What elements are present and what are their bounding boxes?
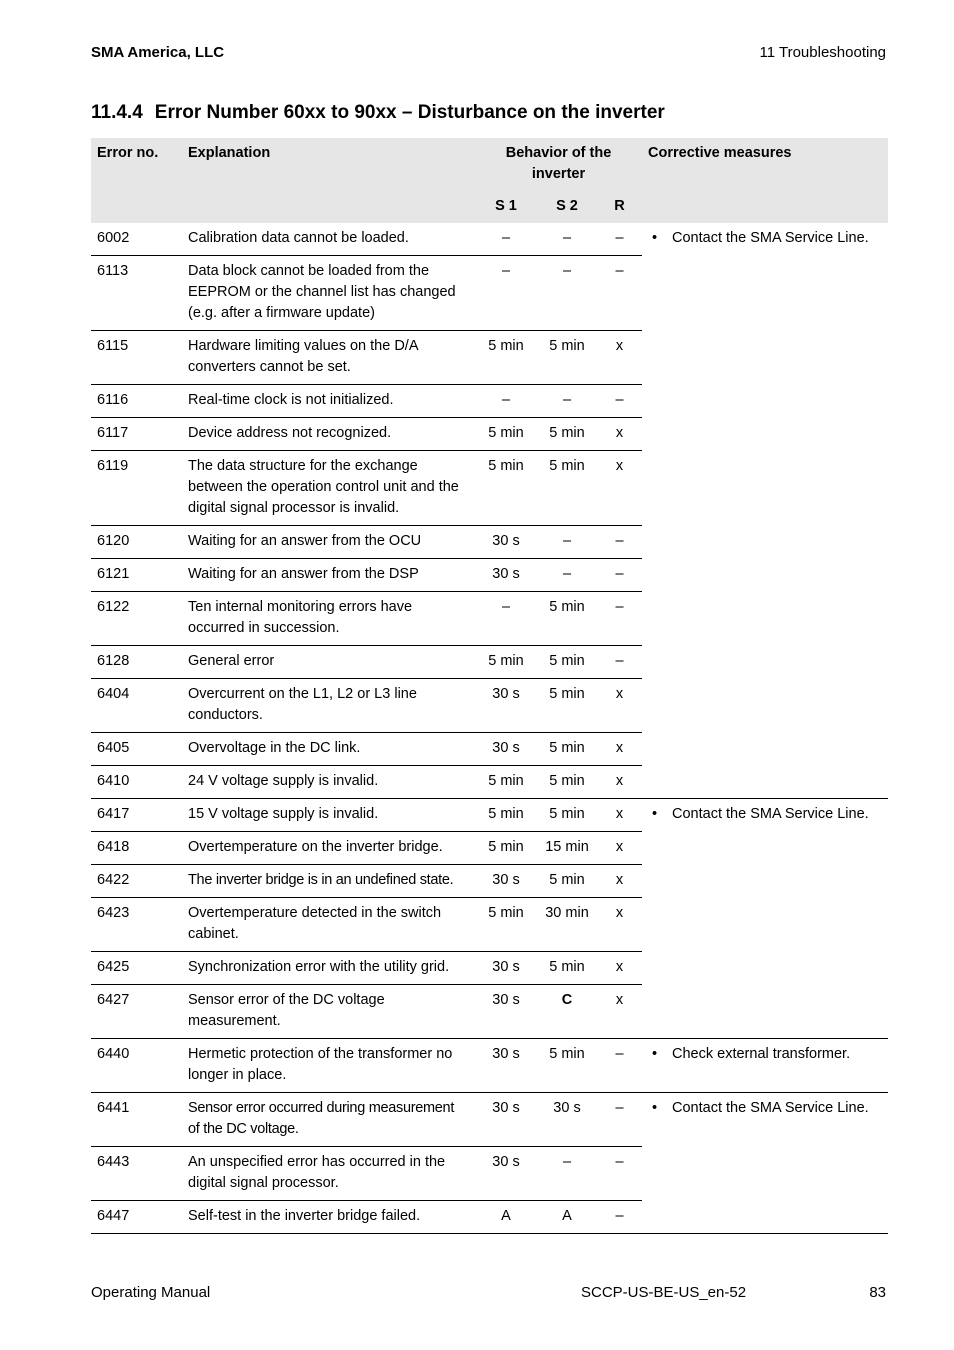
col-r: R (597, 191, 642, 223)
behavior-s2: A (537, 1201, 597, 1234)
behavior-s2: 5 min (537, 679, 597, 733)
behavior-s2: 5 min (537, 799, 597, 832)
error-explanation: The inverter bridge is in an undefined state. (182, 865, 475, 898)
error-number: 6441 (91, 1093, 182, 1147)
error-explanation: 15 V voltage supply is invalid. (182, 799, 475, 832)
error-number: 6116 (91, 385, 182, 418)
corrective-measure (642, 799, 888, 1039)
behavior-s1: 30 s (475, 526, 537, 559)
behavior-s1: 30 s (475, 1147, 537, 1201)
behavior-r: – (597, 526, 642, 559)
error-explanation: Ten internal monitoring errors have occurred in succession. (182, 592, 475, 646)
behavior-s2: C (537, 985, 597, 1039)
error-number: 6447 (91, 1201, 182, 1234)
error-explanation: Overcurrent on the L1, L2 or L3 line conductors. (182, 679, 475, 733)
behavior-r: – (597, 1039, 642, 1093)
error-number: 6443 (91, 1147, 182, 1201)
behavior-s1: 30 s (475, 985, 537, 1039)
col-behavior: Behavior of the inverter (475, 138, 642, 191)
error-number: 6128 (91, 646, 182, 679)
error-number: 6417 (91, 799, 182, 832)
error-explanation: Real-time clock is not initialized. (182, 385, 475, 418)
error-number: 6122 (91, 592, 182, 646)
behavior-r: x (597, 865, 642, 898)
error-explanation: Sensor error occurred during measurement of the DC voltage. (182, 1093, 475, 1147)
error-explanation: Synchronization error with the utility grid. (182, 952, 475, 985)
error-explanation: Overvoltage in the DC link. (182, 733, 475, 766)
error-explanation: Hardware limiting values on the D/A converters cannot be set. (182, 331, 475, 385)
error-explanation: Overtemperature detected in the switch cabinet. (182, 898, 475, 952)
behavior-s1: 5 min (475, 832, 537, 865)
error-number: 6405 (91, 733, 182, 766)
measure-text: Contact the SMA Service Line. (672, 1100, 869, 1116)
error-explanation: Calibration data cannot be loaded. (182, 223, 475, 256)
behavior-s1: 30 s (475, 1039, 537, 1093)
error-number: 6410 (91, 766, 182, 799)
behavior-s1: – (475, 256, 537, 331)
behavior-r: – (597, 592, 642, 646)
corrective-measure (642, 1039, 888, 1093)
section-title-text: Error Number 60xx to 90xx – Disturbance on the inverter (154, 102, 665, 123)
bullet-icon: • (652, 230, 658, 246)
header-chapter: 11 Troubleshooting (759, 44, 886, 61)
behavior-s2: – (537, 385, 597, 418)
behavior-s2: 30 s (537, 1093, 597, 1147)
behavior-s1: 30 s (475, 679, 537, 733)
behavior-s2: 5 min (537, 1039, 597, 1093)
header-company: SMA America, LLC (91, 44, 225, 61)
behavior-r: x (597, 331, 642, 385)
error-number: 6423 (91, 898, 182, 952)
error-explanation: Waiting for an answer from the OCU (182, 526, 475, 559)
behavior-r: x (597, 985, 642, 1039)
error-number: 6440 (91, 1039, 182, 1093)
behavior-s1: 30 s (475, 952, 537, 985)
measure-text: Check external transformer. (672, 1046, 851, 1062)
error-explanation: Waiting for an answer from the DSP (182, 559, 475, 592)
behavior-s2: – (537, 1147, 597, 1201)
error-explanation: Hermetic protection of the transformer no longer in place. (182, 1039, 475, 1093)
bullet-icon: • (652, 806, 658, 822)
error-number: 6418 (91, 832, 182, 865)
behavior-s2: 5 min (537, 331, 597, 385)
error-number: 6425 (91, 952, 182, 985)
behavior-r: x (597, 832, 642, 865)
behavior-r: – (597, 1093, 642, 1147)
table-header-row (91, 138, 888, 191)
error-number: 6422 (91, 865, 182, 898)
error-number: 6121 (91, 559, 182, 592)
behavior-s2: 5 min (537, 646, 597, 679)
error-explanation: Overtemperature on the inverter bridge. (182, 832, 475, 865)
behavior-r: x (597, 952, 642, 985)
error-number: 6117 (91, 418, 182, 451)
behavior-s2: – (537, 223, 597, 256)
behavior-s2: – (537, 526, 597, 559)
behavior-s1: – (475, 385, 537, 418)
behavior-r: x (597, 733, 642, 766)
behavior-r: – (597, 256, 642, 331)
col-s1: S 1 (475, 191, 537, 223)
col-corrective: Corrective measures (642, 138, 888, 223)
behavior-r: x (597, 679, 642, 733)
col-s2: S 2 (537, 191, 597, 223)
error-explanation: Data block cannot be loaded from the EEPROM or the channel list has changed (e.g. after a firmware update) (182, 256, 475, 331)
error-table (91, 138, 888, 1234)
behavior-s2: – (537, 559, 597, 592)
behavior-s1: 5 min (475, 418, 537, 451)
behavior-s1: – (475, 592, 537, 646)
behavior-r: – (597, 385, 642, 418)
behavior-r: – (597, 1201, 642, 1234)
error-number: 6404 (91, 679, 182, 733)
measure-text: Contact the SMA Service Line. (672, 230, 869, 246)
behavior-s1: 5 min (475, 646, 537, 679)
behavior-s2: 5 min (537, 418, 597, 451)
section-number: 11.4.4 (91, 102, 143, 123)
page-number: 83 (869, 1284, 886, 1301)
behavior-r: – (597, 646, 642, 679)
behavior-r: – (597, 1147, 642, 1201)
table-body (91, 223, 888, 1234)
behavior-s2: 5 min (537, 451, 597, 526)
behavior-s1: 30 s (475, 865, 537, 898)
error-number: 6120 (91, 526, 182, 559)
error-number: 6113 (91, 256, 182, 331)
behavior-s2: 15 min (537, 832, 597, 865)
error-explanation: The data structure for the exchange between the operation control unit and the digital signal processor is invalid. (182, 451, 475, 526)
col-explanation: Explanation (182, 138, 475, 223)
behavior-r: x (597, 799, 642, 832)
error-explanation: Self-test in the inverter bridge failed. (182, 1201, 475, 1234)
measure-text: Contact the SMA Service Line. (672, 806, 869, 822)
table-row (91, 1039, 888, 1093)
behavior-s1: A (475, 1201, 537, 1234)
table-row (91, 799, 888, 832)
table-row (91, 1093, 888, 1147)
footer-manual: Operating Manual (91, 1284, 211, 1301)
behavior-s1: 30 s (475, 1093, 537, 1147)
behavior-s1: 5 min (475, 898, 537, 952)
behavior-s2: 5 min (537, 865, 597, 898)
error-number: 6427 (91, 985, 182, 1039)
behavior-s1: – (475, 223, 537, 256)
behavior-s1: 30 s (475, 733, 537, 766)
footer-doc-id: SCCP-US-BE-US_en-52 (581, 1284, 747, 1301)
error-explanation: 24 V voltage supply is invalid. (182, 766, 475, 799)
behavior-s1: 5 min (475, 766, 537, 799)
behavior-r: x (597, 418, 642, 451)
behavior-s1: 5 min (475, 799, 537, 832)
behavior-s1: 5 min (475, 331, 537, 385)
error-explanation: General error (182, 646, 475, 679)
behavior-s2: – (537, 256, 597, 331)
error-number: 6002 (91, 223, 182, 256)
behavior-s2: 5 min (537, 733, 597, 766)
behavior-s2: 5 min (537, 766, 597, 799)
behavior-s1: 5 min (475, 451, 537, 526)
corrective-measure (642, 1093, 888, 1234)
error-number: 6115 (91, 331, 182, 385)
error-explanation: Sensor error of the DC voltage measurement. (182, 985, 475, 1039)
behavior-s1: 30 s (475, 559, 537, 592)
behavior-r: – (597, 223, 642, 256)
behavior-r: x (597, 766, 642, 799)
error-number: 6119 (91, 451, 182, 526)
error-explanation: An unspecified error has occurred in the digital signal processor. (182, 1147, 475, 1201)
bullet-icon: • (652, 1100, 658, 1116)
col-error-no: Error no. (91, 138, 182, 223)
behavior-r: x (597, 898, 642, 952)
section-title (91, 102, 665, 124)
behavior-s2: 30 min (537, 898, 597, 952)
corrective-measure (642, 223, 888, 799)
error-explanation: Device address not recognized. (182, 418, 475, 451)
behavior-s2: 5 min (537, 592, 597, 646)
bullet-icon: • (652, 1046, 658, 1062)
behavior-r: x (597, 451, 642, 526)
table-row (91, 223, 888, 256)
behavior-r: – (597, 559, 642, 592)
behavior-s2: 5 min (537, 952, 597, 985)
